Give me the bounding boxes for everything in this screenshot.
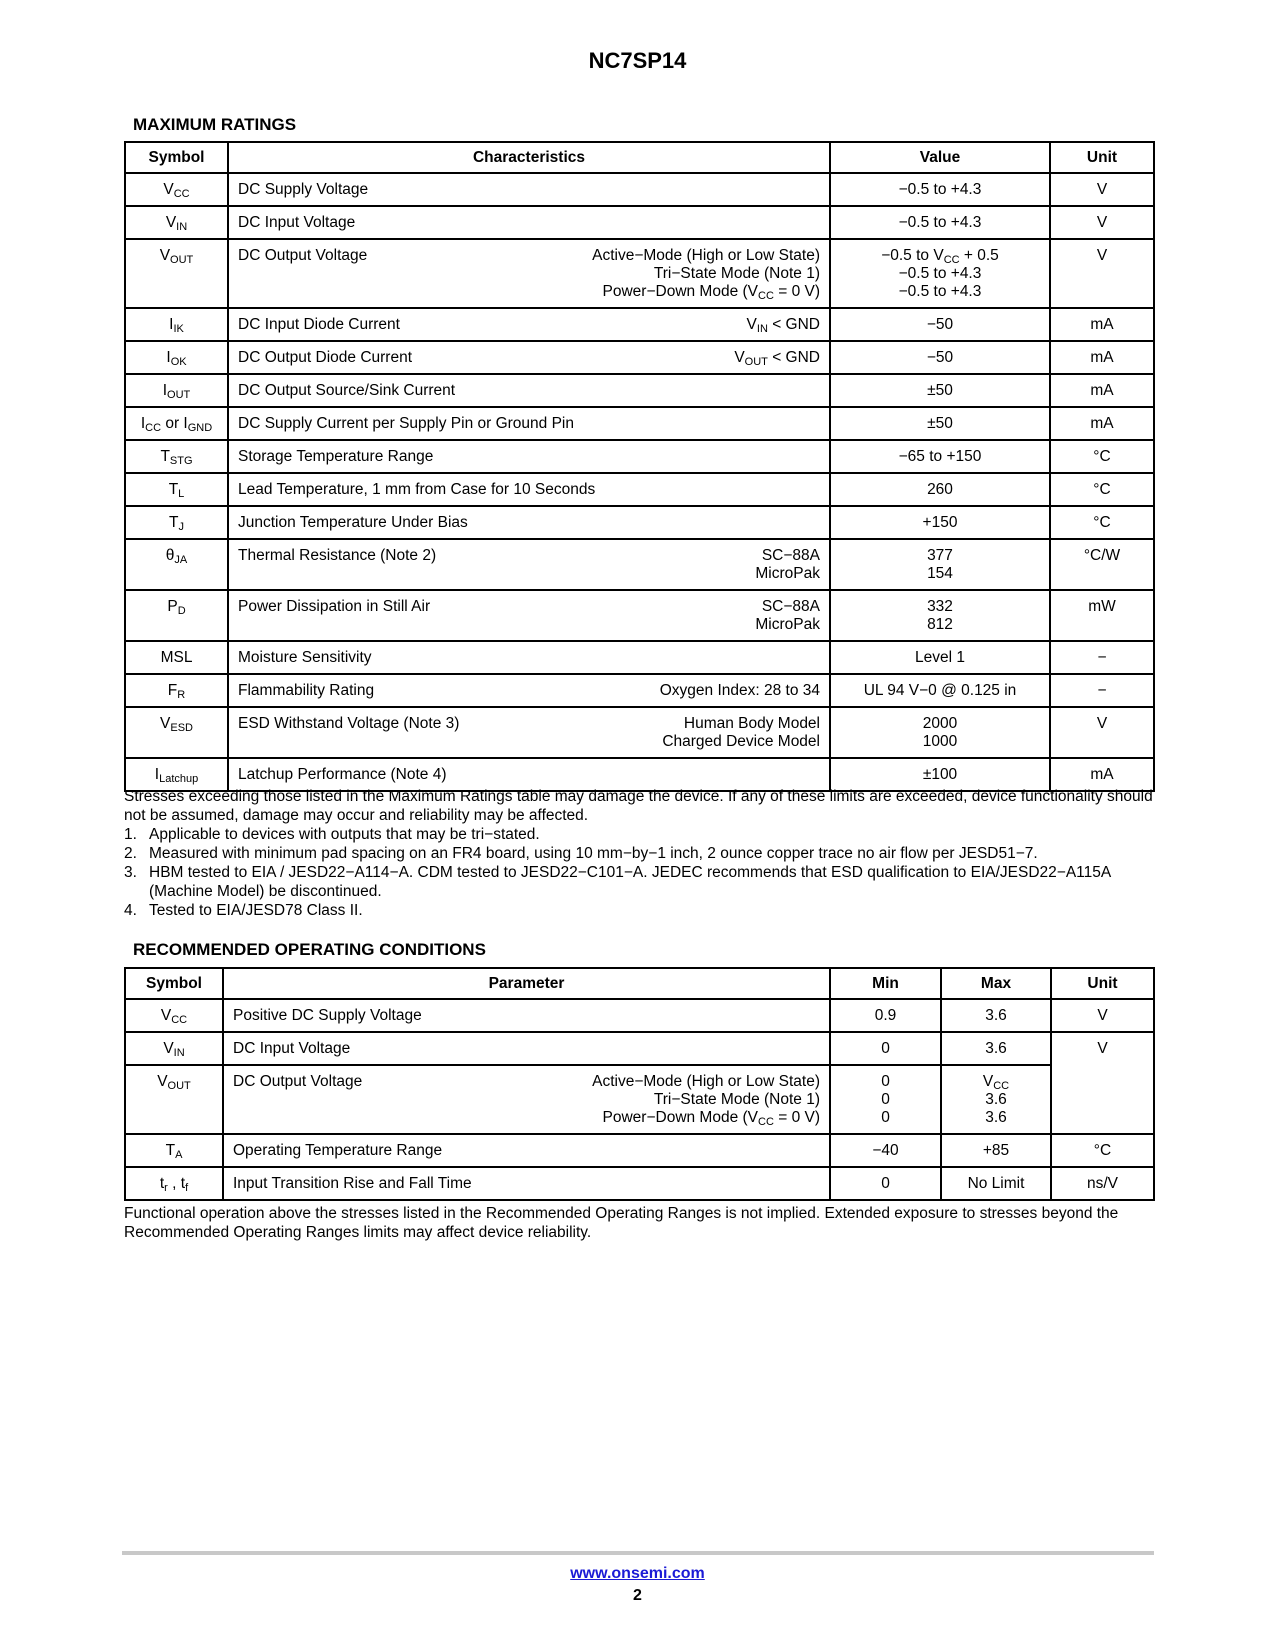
value-cell: UL 94 V−0 @ 0.125 in <box>830 674 1050 707</box>
roc-table <box>124 967 1155 1201</box>
min-cell: 0 <box>830 1167 941 1200</box>
max-cell: 3.6 <box>941 999 1051 1032</box>
value-cell: ±100 <box>830 758 1050 791</box>
condition-list: SC−88A MicroPak <box>755 598 820 633</box>
note-item: 1. Applicable to devices with outputs that may be tri−stated. <box>124 826 540 843</box>
max-cell: No Limit <box>941 1167 1051 1200</box>
page-number: 2 <box>633 1587 642 1604</box>
unit-cell: mA <box>1050 308 1154 341</box>
website-link[interactable]: www.onsemi.com <box>570 1565 705 1582</box>
stress-paragraph: Stresses exceeding those listed in the Maximum Ratings table may damage the device. If any of these limits are exceeded, device functionality should not be assumed, damage may occur and reliability may be affected. <box>124 788 1153 824</box>
symbol-cell: $V_{CC}$ <box>125 173 228 206</box>
characteristic-cell: Lead Temperature, 1 mm from Case for 10 Seconds <box>228 473 830 506</box>
header-value: Value <box>830 142 1050 173</box>
characteristic-cell: DC Output Source/Sink Current <box>228 374 830 407</box>
unit-cell: mA <box>1050 758 1154 791</box>
value-cell: ±50 <box>830 374 1050 407</box>
header-symbol: Symbol <box>125 142 228 173</box>
max-ratings-table <box>124 141 1155 792</box>
table-row <box>125 1167 1154 1200</box>
unit-cell: °C <box>1050 473 1154 506</box>
symbol-cell: $V_{OUT}$ <box>125 239 228 308</box>
max-cell: $V_{CC}$ 3.6 3.6 <box>941 1065 1051 1134</box>
symbol-cell: $F_R$ <box>125 674 228 707</box>
symbol-cell: $I_{IK}$ <box>125 308 228 341</box>
roc-footnote: Functional operation above the stresses listed in the Recommended Operating Ranges is not implied. Extended exposure to stresses beyond the Recommended Operating Ranges limits may affect device reliability. <box>124 1205 1119 1241</box>
symbol-cell: $V_{OUT}$ <box>125 1065 223 1134</box>
characteristic-cell <box>228 239 830 308</box>
parameter-cell: DC Output Voltage Active−Mode (High or Low State) Tri−State Mode (Note 1) Power−Down Mode ($V_{CC} = 0$ V) <box>223 1065 830 1134</box>
table-row <box>125 506 1154 539</box>
unit-cell: mA <box>1050 341 1154 374</box>
value-cell: 260 <box>830 473 1050 506</box>
characteristic-cell: DC Input Voltage <box>228 206 830 239</box>
table-row <box>125 707 1154 758</box>
table-row <box>125 674 1154 707</box>
table-row <box>125 206 1154 239</box>
characteristic-cell: ESD Withstand Voltage (Note 3) Human Body Model Charged Device Model <box>228 707 830 758</box>
condition-list: Active−Mode (High or Low State) Tri−State Mode (Note 1) Power−Down Mode ($V_{CC} = 0$ V) <box>592 1073 820 1128</box>
condition-text: $V_{IN}$ < GND <box>746 316 820 335</box>
max-cell: +85 <box>941 1134 1051 1167</box>
footer-divider <box>122 1551 1154 1555</box>
table-row <box>125 440 1154 473</box>
condition-list: Human Body Model Charged Device Model <box>662 715 820 750</box>
characteristic-cell: DC Output Diode Current $V_{OUT}$ < GND <box>228 341 830 374</box>
note-item: 4. Tested to EIA/JESD78 Class II. <box>124 902 363 919</box>
header-symbol: Symbol <box>125 968 223 999</box>
table-row <box>125 173 1154 206</box>
header-unit: Unit <box>1050 142 1154 173</box>
table-row <box>125 341 1154 374</box>
value-cell: −65 to +150 <box>830 440 1050 473</box>
table-row <box>125 999 1154 1032</box>
parameter-cell: Operating Temperature Range <box>223 1134 830 1167</box>
symbol-cell: $T_{STG}$ <box>125 440 228 473</box>
unit-cell: °C/W <box>1050 539 1154 590</box>
unit-cell: °C <box>1050 440 1154 473</box>
value-cell: Level 1 <box>830 641 1050 674</box>
table-header-row <box>125 142 1154 173</box>
symbol-cell: $V_{IN}$ <box>125 1032 223 1065</box>
min-cell: 0.9 <box>830 999 941 1032</box>
symbol-cell: $I_{OUT}$ <box>125 374 228 407</box>
table-row <box>125 641 1154 674</box>
symbol-cell: MSL <box>125 641 228 674</box>
max-cell: 3.6 <box>941 1032 1051 1065</box>
table-row <box>125 590 1154 641</box>
table-row <box>125 1065 1154 1134</box>
unit-cell: V <box>1050 173 1154 206</box>
value-cell: −50 <box>830 341 1050 374</box>
condition-list: Active−Mode (High or Low State) Tri−State Mode (Note 1) Power−Down Mode ($V_{CC} = 0$ V) <box>592 247 820 302</box>
characteristic-cell: DC Supply Voltage <box>228 173 830 206</box>
header-max: Max <box>941 968 1051 999</box>
value-cell: −0.5 to +4.3 <box>830 206 1050 239</box>
symbol-cell: $V_{IN}$ <box>125 206 228 239</box>
value-cell: 377 154 <box>830 539 1050 590</box>
table-row <box>125 539 1154 590</box>
characteristic-cell: Flammability Rating Oxygen Index: 28 to 34 <box>228 674 830 707</box>
condition-text: $V_{OUT}$ < GND <box>734 349 820 368</box>
roc-heading: RECOMMENDED OPERATING CONDITIONS <box>133 940 486 959</box>
table-row <box>125 407 1154 440</box>
min-cell: 0 0 0 <box>830 1065 941 1134</box>
unit-cell: °C <box>1050 506 1154 539</box>
unit-cell: − <box>1050 641 1154 674</box>
header-characteristics: Characteristics <box>228 142 830 173</box>
symbol-cell: $T_A$ <box>125 1134 223 1167</box>
characteristic-text: DC Output Voltage <box>238 247 368 264</box>
symbol-cell: $t_r$ , $t_f$ <box>125 1167 223 1200</box>
characteristic-cell: Thermal Resistance (Note 2) SC−88A MicroPak <box>228 539 830 590</box>
characteristic-cell: Storage Temperature Range <box>228 440 830 473</box>
unit-cell: V <box>1051 999 1154 1032</box>
parameter-cell: Input Transition Rise and Fall Time <box>223 1167 830 1200</box>
header-min: Min <box>830 968 941 999</box>
table-row <box>125 308 1154 341</box>
characteristic-cell: Junction Temperature Under Bias <box>228 506 830 539</box>
symbol-cell: $\theta_{JA}$ <box>125 539 228 590</box>
parameter-cell: DC Input Voltage <box>223 1032 830 1065</box>
unit-cell: V <box>1050 206 1154 239</box>
unit-cell: °C <box>1051 1134 1154 1167</box>
value-cell: 2000 1000 <box>830 707 1050 758</box>
characteristic-cell: Latchup Performance (Note 4) <box>228 758 830 791</box>
parameter-cell: Positive DC Supply Voltage <box>223 999 830 1032</box>
symbol-cell: $P_D$ <box>125 590 228 641</box>
characteristic-cell: DC Input Diode Current $V_{IN}$ < GND <box>228 308 830 341</box>
max-ratings-heading: MAXIMUM RATINGS <box>133 115 297 134</box>
value-cell: +150 <box>830 506 1050 539</box>
unit-cell: mW <box>1050 590 1154 641</box>
unit-cell: mA <box>1050 407 1154 440</box>
table-row <box>125 239 1154 308</box>
header-unit: Unit <box>1051 968 1154 999</box>
document-title: NC7SP14 <box>588 48 687 73</box>
unit-cell: − <box>1050 674 1154 707</box>
symbol-cell: $T_J$ <box>125 506 228 539</box>
symbol-cell: $T_L$ <box>125 473 228 506</box>
note-item: 2. Measured with minimum pad spacing on an FR4 board, using 10 mm−by−1 inch, 2 ounce copper trace no air flow per JESD51−7. <box>124 845 1038 862</box>
symbol-cell: $V_{ESD}$ <box>125 707 228 758</box>
unit-cell: V <box>1050 239 1154 308</box>
unit-cell: V <box>1050 707 1154 758</box>
table-row <box>125 1134 1154 1167</box>
unit-cell: mA <box>1050 374 1154 407</box>
characteristic-cell: Power Dissipation in Still Air SC−88A MicroPak <box>228 590 830 641</box>
max-ratings-notes <box>124 787 1159 920</box>
characteristic-cell: DC Supply Current per Supply Pin or Ground Pin <box>228 407 830 440</box>
symbol-cell: $I_{OK}$ <box>125 341 228 374</box>
unit-cell: ns/V <box>1051 1167 1154 1200</box>
unit-cell: V <box>1051 1032 1154 1134</box>
symbol-cell: $I_{CC}$ or $I_{GND}$ <box>125 407 228 440</box>
note-item: 3. HBM tested to EIA / JESD22−A114−A. CDM tested to JESD22−C101−A. JEDEC recommends that ESD qualification to EIA/JESD22−A115A (Machine Model) be discontinued. <box>124 864 1111 900</box>
value-cell: −0.5 to +4.3 <box>830 173 1050 206</box>
value-cell: ±50 <box>830 407 1050 440</box>
table-row <box>125 374 1154 407</box>
value-cell: 332 812 <box>830 590 1050 641</box>
symbol-cell: $V_{CC}$ <box>125 999 223 1032</box>
min-cell: −40 <box>830 1134 941 1167</box>
condition-text: Oxygen Index: 28 to 34 <box>659 682 820 699</box>
characteristic-cell: Moisture Sensitivity <box>228 641 830 674</box>
value-cell: −0.5 to $V_{CC} + 0.5$ −0.5 to +4.3 −0.5 to +4.3 <box>830 239 1050 308</box>
table-row <box>125 473 1154 506</box>
min-cell: 0 <box>830 1032 941 1065</box>
table-header-row <box>125 968 1154 999</box>
symbol-cell: $I_{Latchup}$ <box>125 758 228 791</box>
header-parameter: Parameter <box>223 968 830 999</box>
value-cell: −50 <box>830 308 1050 341</box>
condition-list: SC−88A MicroPak <box>755 547 820 582</box>
table-row <box>125 1032 1154 1065</box>
